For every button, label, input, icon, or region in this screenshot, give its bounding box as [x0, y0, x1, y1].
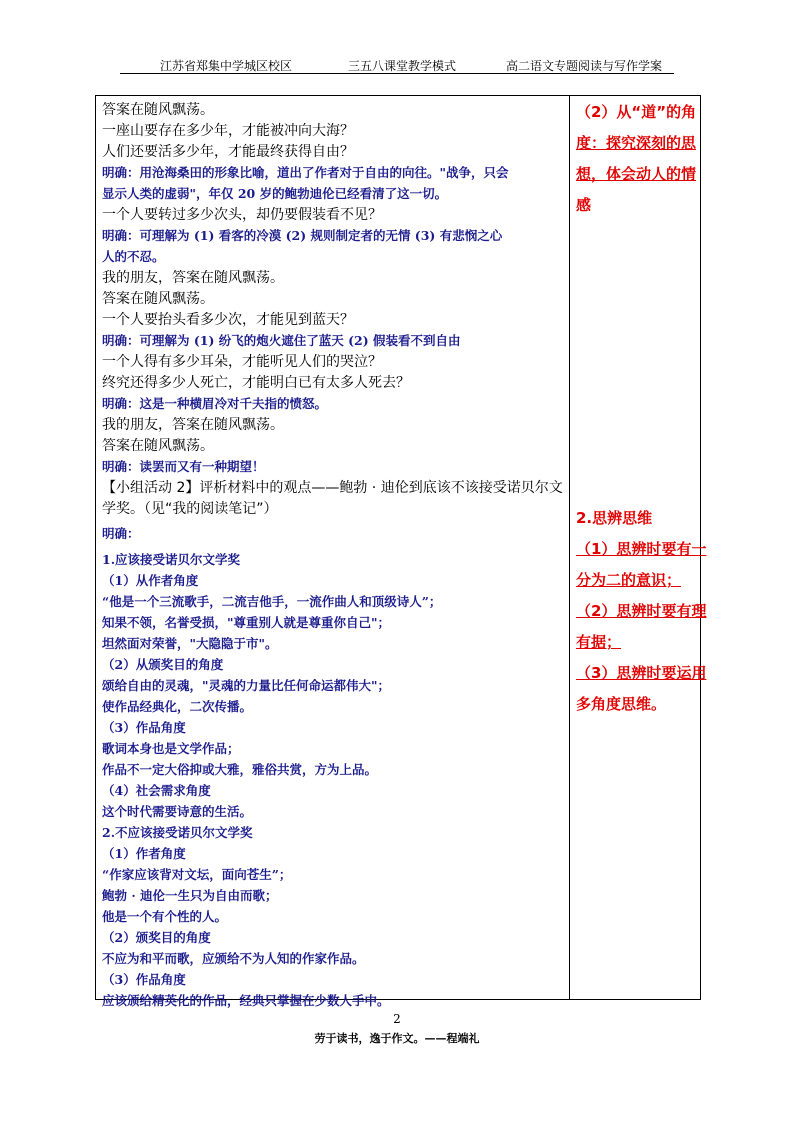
text-line: 学奖。（见“我的阅读笔记”）	[102, 501, 278, 517]
text-line: 明确：可理解为 (1) 看客的冷漠 (2) 规则制定者的无情 (3) 有悲悯之心	[102, 228, 503, 243]
text-line: 答案在随风飘荡。	[102, 291, 214, 307]
text-line: 一座山要存在多少年，才能被冲向大海？	[102, 123, 354, 139]
text-line: 明确：这是一种横眉冷对千夫指的愤怒。	[102, 396, 328, 411]
text-line: 一个人要抬头看多少次，才能见到蓝天？	[102, 312, 354, 328]
text-line: 【小组活动 2】评析材料中的观点——鲍勃 · 迪伦到底该不该接受诺贝尔文	[102, 480, 563, 496]
side-note-line: （3）思辨时要运用	[576, 664, 707, 682]
side-note-line: （1）思辨时要有一	[576, 540, 707, 558]
text-line: （1）从作者角度	[102, 573, 199, 588]
text-line: 明确：读罢而又有一种期望！	[102, 459, 265, 474]
text-line: 知果不领，名誉受损，"尊重别人就是尊重你自己"；	[102, 615, 391, 630]
text-line: 明确：可理解为 (1) 纷飞的炮火遮住了蓝天 (2) 假装看不到自由	[102, 333, 461, 348]
side-note-line: 有据；	[576, 633, 622, 651]
text-line: 显示人类的虚弱"，年仅 20 岁的鲍勃迪伦已经看清了这一切。	[102, 186, 448, 201]
text-line: 答案在随风飘荡。	[102, 438, 214, 454]
text-line: 坦然面对荣誉，"大隐隐于市"。	[102, 636, 278, 651]
page-number: 2	[393, 1012, 401, 1026]
header-school: 江苏省郑集中学城区校区	[160, 59, 293, 73]
side-note-line: 多角度思维。	[576, 695, 667, 713]
text-line: （3）作品角度	[102, 720, 186, 735]
text-line: 一个人得有多少耳朵，才能听见人们的哭泣？	[102, 354, 382, 370]
side-note-line: （2）思辨时要有理	[576, 602, 707, 620]
text-line: 应该颁给精英化的作品，经典只掌握在少数人手中。	[102, 993, 390, 1008]
text-line: 鲍勃 · 迪伦一生只为自由而歌；	[102, 888, 278, 903]
text-line: 人的不忍。	[102, 249, 165, 264]
page-header	[120, 55, 674, 74]
text-line: 这个时代需要诗意的生活。	[102, 804, 253, 819]
header-subject: 高二语文专题阅读与写作学案	[506, 59, 663, 73]
text-line: 一个人要转过多少次头，却仍要假装看不见？	[102, 207, 382, 223]
text-line: （2）颁奖目的角度	[102, 930, 211, 945]
side-note-line: 2.思辨思维	[576, 509, 653, 527]
text-line: 终究还得多少人死亡，才能明白已有太多人死去？	[102, 375, 410, 391]
footer-quote: 劳于读书，逸于作文。——程端礼	[314, 1032, 480, 1045]
text-line: 他是一个有个性的人。	[102, 909, 228, 924]
side-note-line: 想，体会动人的情	[576, 165, 697, 183]
text-line: 颂给自由的灵魂，"灵魂的力量比任何命运都伟大"；	[102, 678, 391, 693]
text-line: （1）作者角度	[102, 846, 186, 861]
text-line: “他是一个三流歌手，二流吉他手，一流作曲人和顶级诗人”；	[102, 594, 442, 609]
text-line: “作家应该背对文坛，面向苍生”；	[102, 867, 292, 882]
text-line: 明确：用沧海桑田的形象比喻，道出了作者对于自由的向往。"战争，只会	[102, 165, 509, 180]
text-line: 答案在随风飘荡。	[102, 102, 214, 118]
text-line: 1.应该接受诺贝尔文学奖	[102, 552, 241, 567]
text-line: 明确：	[102, 526, 140, 541]
text-line: 人们还要活多少年，才能最终获得自由？	[102, 144, 354, 160]
side-note-line: 感	[576, 196, 592, 214]
text-line: 2.不应该接受诺贝尔文学奖	[102, 825, 253, 840]
side-note-line: （2）从“道”的角	[576, 103, 697, 121]
side-note-line: 分为二的意识；	[576, 571, 682, 589]
column-divider	[569, 96, 570, 999]
text-line: （2）从颁奖目的角度	[102, 657, 224, 672]
text-line: 我的朋友，答案在随风飘荡。	[102, 417, 284, 433]
text-line: 不应为和平而歌，应颁给不为人知的作家作品。	[102, 951, 365, 966]
header-teaching-mode: 三五八课堂教学模式	[348, 59, 457, 73]
text-line: （3）作品角度	[102, 972, 186, 987]
text-line: 使作品经典化，二次传播。	[102, 699, 253, 714]
text-line: 歌词本身也是文学作品；	[102, 741, 240, 756]
lesson-table	[95, 95, 707, 1008]
side-note-line: 度：探究深刻的思	[576, 134, 697, 152]
text-line: （4）社会需求角度	[102, 783, 211, 798]
text-line: 作品不一定大俗抑或大雅，雅俗共赏，方为上品。	[102, 762, 378, 777]
text-line: 我的朋友，答案在随风飘荡。	[102, 270, 284, 286]
